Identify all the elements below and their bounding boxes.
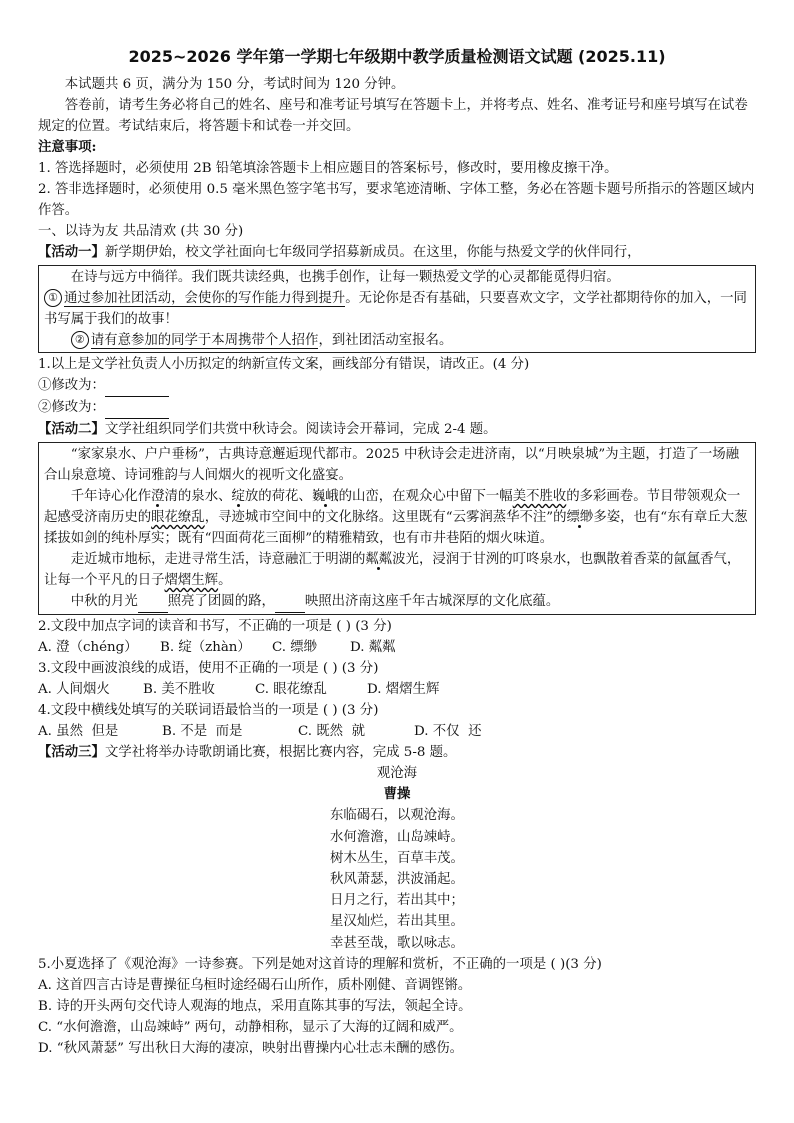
exam-page: [38, 46, 756, 1059]
option-b[interactable]: B. 美不胜收: [143, 682, 215, 697]
question-2-options: [38, 637, 756, 658]
fix-2-label: ②修改为：: [38, 400, 105, 415]
underlined-sentence-2: 请有意参加的同学于本周携带个人招作: [90, 333, 319, 348]
text-run: 波光，浸润于甘洌的叮咚泉水，也飘散着香菜的氤氲香气，让每一个平凡的日子: [44, 552, 741, 588]
option-a[interactable]: A. 澄（chéng）: [38, 640, 138, 655]
poem-line: 水何澹澹，山岛竦峙。: [330, 829, 464, 845]
option-d[interactable]: D. 熠熠生辉: [367, 682, 440, 697]
activity-3-intro: [38, 742, 756, 763]
dotted-word-4: 缥缈: [566, 510, 594, 525]
question-1-fix-2: [38, 397, 756, 419]
option-a[interactable]: A. 这首四言古诗是曹操征乌桓时途经碣石山所作，质朴刚健、音调铿锵。: [38, 977, 472, 993]
option-c[interactable]: C. 眼花缭乱: [255, 682, 327, 697]
option-b[interactable]: B. 绽（zhàn）: [160, 640, 251, 655]
text-run: 照亮了团圆的路，: [167, 594, 275, 609]
option-d[interactable]: D. “秋风萧瑟” 写出秋日大海的凄凉，映射出曹操内心壮志未酬的感伤。: [38, 1040, 464, 1056]
question-4-stem: 4.文段中横线处填写的关联词语最恰当的一项是 ( ) (3 分): [38, 703, 379, 718]
page-title: 2025~2026 学年第一学期七年级期中教学质量检测语文试题 (2025.11): [128, 47, 666, 66]
text-run: 中秋的月光: [70, 594, 138, 609]
poem-line: 树木丛生，百草丰茂。: [330, 850, 464, 866]
wavy-idiom-2: 眼花缭乱: [151, 510, 205, 525]
activity-2-label: 【活动二】: [38, 421, 105, 437]
question-4-options: [38, 721, 756, 742]
underlined-sentence-1: 通过参加社团活动，会使你的写作能力得到提升: [64, 291, 346, 306]
poem: [38, 763, 756, 954]
activity-3-label: 【活动三】: [38, 744, 105, 760]
option-a[interactable]: A. 人间烟火: [38, 682, 110, 697]
text-run: 清的泉水、: [164, 489, 232, 504]
intro-line: 本试题共 6 页，满分为 150 分，考试时间为 120 分钟。: [64, 77, 405, 92]
answer-blank-2[interactable]: [105, 397, 169, 419]
notice-item-1: 1. 答选择题时，必须使用 2B 铅笔填涂答题卡上相应题目的答案标号，修改时，要用橡皮擦干净。: [38, 161, 618, 176]
option-c[interactable]: C. “水何澹澹，山岛竦峙” 两句，动静相称，显示了大海的辽阔和威严。: [38, 1019, 463, 1035]
option-d[interactable]: D. 粼粼: [350, 640, 396, 655]
text-run: 映照出济南这座千年古城深厚的文化底蕴。: [304, 594, 560, 609]
gala-paragraph-4: [44, 591, 750, 613]
text-run: ，寻迹城市空间中的文化脉络。这里既有“云雾润蒸华不注”的: [204, 510, 567, 525]
option-c[interactable]: C. 既然 就: [298, 724, 365, 739]
fill-blank-1: [138, 591, 168, 613]
poetry-gala-text-box: [38, 442, 756, 615]
gala-paragraph-3: [44, 549, 750, 591]
box-line-1: 在诗与远方中徜徉。我们既共读经典，也携手创作，让每一颗热爱文学的心灵都能觅得归宿。: [70, 270, 620, 285]
box-line-3: [44, 330, 750, 351]
box-text-after-1: 。无论你是否有基础，只要喜欢文字，文学社都期待你的加入，一同书写属于我们的故事！: [44, 291, 747, 327]
activity-2-text: 文学社组织同学们共赏中秋诗会。阅读诗会开幕词，完成 2-4 题。: [104, 422, 497, 437]
gala-paragraph-2: [44, 486, 750, 549]
text-run: 的山峦，在观众心中留下一幅: [338, 489, 513, 504]
wavy-idiom-1: 美不胜收: [512, 489, 567, 504]
notice-item-2: 2. 答非选择题时，必须使用 0.5 毫米黑色签字笔书写，要求笔迹清晰、字体工整，务必在答题卡题号所指示的答题区域内作答。: [38, 182, 755, 218]
text-run: 放的荷花、: [244, 489, 312, 504]
dotted-word-3: 巍峨: [311, 489, 339, 504]
text-run: 走近城市地标，走进寻常生活，诗意融汇于明湖的: [70, 552, 366, 567]
fix-1-label: ①修改为：: [38, 378, 105, 393]
text-run: 。: [218, 573, 232, 588]
notice-heading: 注意事项:: [38, 139, 97, 155]
text-run: 多姿，也有“东有章丘大葱揉拔如剑的纯朴厚实；既有“四面荷花三面柳”的精雅精致，也有市井巷陌的烟火味道。: [44, 510, 748, 546]
poem-line: 幸甚至哉，歌以咏志。: [330, 935, 464, 951]
question-1-stem: 1.以上是文学社负责人小历拟定的纳新宣传文案，画线部分有错误，请改正。(4 分): [38, 357, 530, 372]
poem-line: 星汉灿烂，若出其里。: [330, 914, 464, 930]
activity-3-text: 文学社将举办诗歌朗诵比赛，根据比赛内容，完成 5-8 题。: [104, 745, 457, 760]
section-heading: 一、以诗为友 共品清欢 (共 30 分): [38, 224, 244, 239]
question-3-stem: 3.文段中画波浪线的成语，使用不正确的一项是 ( ) (3 分): [38, 661, 379, 676]
intro-instructions: 答卷前，请考生务必将自己的姓名、座号和准考证号填写在答题卡上，并将考点、姓名、准考证号和座号填写在试卷规定的位置。考试结束后，将答题卡和试卷一并交回。: [38, 98, 748, 134]
marker-1: ①: [44, 289, 62, 307]
question-1-fix-1: [38, 375, 756, 397]
option-a[interactable]: A. 虽然 但是: [38, 724, 119, 739]
poem-title: 观沧海: [376, 766, 418, 781]
fill-blank-2: [275, 591, 305, 613]
option-d[interactable]: D. 不仅 还: [414, 724, 482, 739]
gala-paragraph-1: “家家泉水、户户垂杨”，古典诗意邂逅现代都市。2025 中秋诗会走进济南，以“月映泉城”为主题，打造了一场融合山泉意境、诗词雅韵与人间烟火的视听文化盛宴。: [44, 447, 740, 483]
wavy-idiom-3: 熠熠生辉: [164, 573, 219, 588]
option-c[interactable]: C. 缥缈: [272, 640, 318, 655]
activity-1-text: 新学期伊始，校文学社面向七年级同学招募新成员。在这里，你能与热爱文学的伙伴同行，: [104, 245, 641, 260]
poem-line: 日月之行，若出其中；: [330, 893, 464, 909]
option-b[interactable]: B. 不是 而是: [162, 724, 243, 739]
question-3-options: [38, 679, 756, 700]
poem-line: 东临碣石，以观沧海。: [330, 808, 464, 824]
dotted-word-1: 澄: [151, 489, 165, 504]
answer-blank-1[interactable]: [105, 375, 169, 397]
poem-line: 秋风萧瑟，洪波涌起。: [330, 872, 464, 888]
box-text-after-2: ，到社团活动室报名。: [318, 333, 453, 348]
recruitment-text-box: [38, 265, 756, 353]
option-b[interactable]: B. 诗的开头两句交代诗人观海的地点，采用直陈其事的写法，领起全诗。: [38, 998, 472, 1014]
marker-2: ②: [71, 331, 89, 349]
text-run: 千年诗心化作: [70, 489, 152, 504]
question-5-stem: 5.小夏选择了《观沧海》一诗参赛。下列是她对这首诗的理解和赏析，不正确的一项是 ( )(3 分): [38, 956, 602, 972]
activity-2-intro: [38, 419, 756, 440]
dotted-word-5: 粼粼: [365, 552, 393, 567]
question-2-stem: 2.文段中加点字词的读音和书写，不正确的一项是 ( ) (3 分): [38, 619, 392, 634]
activity-1-label: 【活动一】: [38, 244, 105, 260]
activity-1-intro: [38, 242, 756, 263]
dotted-word-2: 绽: [231, 489, 245, 504]
poem-author: 曹操: [383, 786, 411, 803]
text-run: 的多彩画卷。节目带领观众一起感受济南历史的: [44, 489, 741, 525]
box-line-2: [44, 288, 750, 330]
